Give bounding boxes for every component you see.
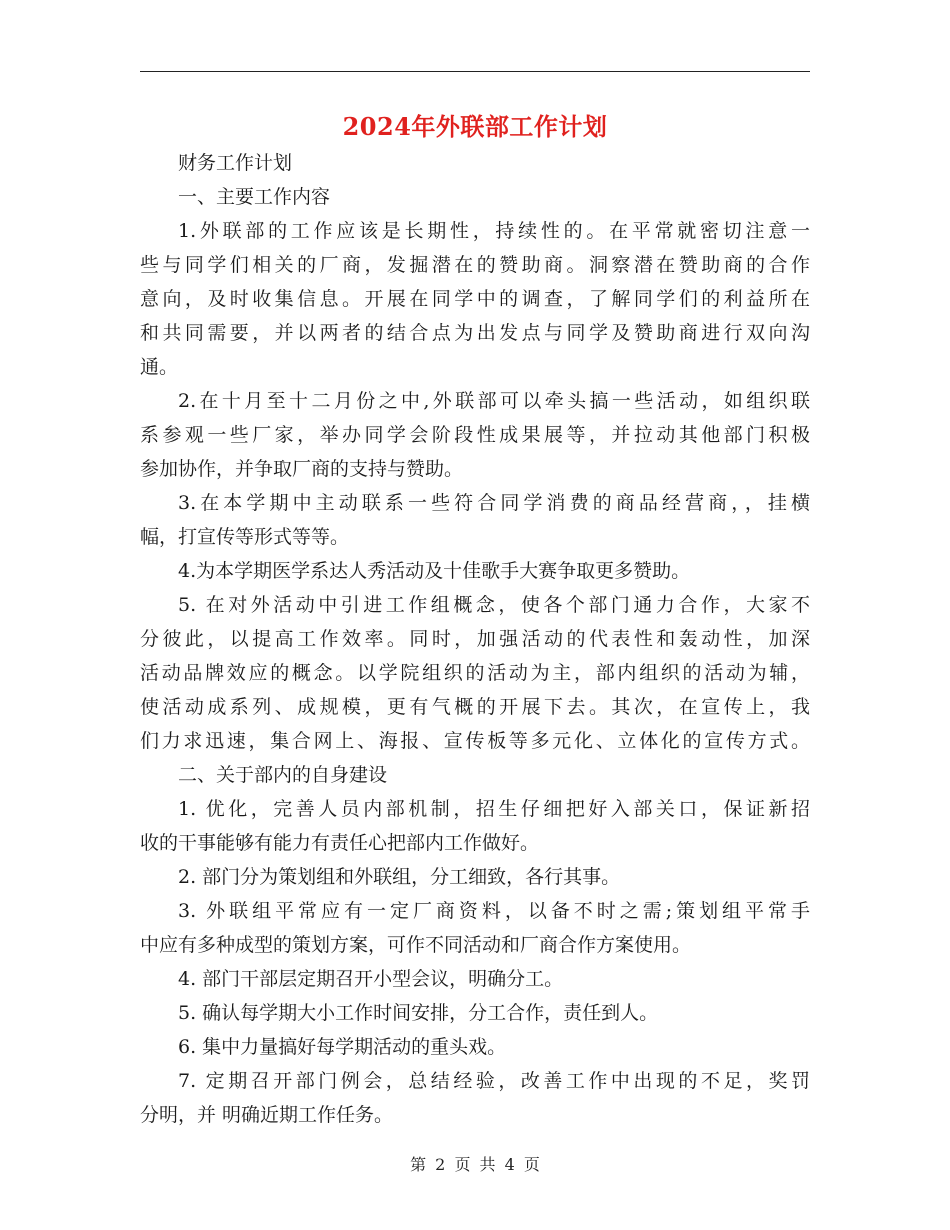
page-footer: 第 2 页 共 4 页: [410, 1155, 540, 1174]
body-line: 3.在本学期中主动联系一些符合同学消费的商品经营商，，挂横: [178, 492, 810, 514]
body-line: 5. 确认每学期大小工作时间安排，分工合作，责任到人。: [178, 1002, 659, 1024]
body-line: 分明，并 明确近期工作任务。: [140, 1104, 394, 1126]
document-title: 2024年外联部工作计划: [342, 112, 608, 141]
body-line: 4. 部门干部层定期召开小型会议，明确分工。: [178, 968, 564, 990]
body-line: 财务工作计划: [178, 152, 293, 174]
body-line: 们力求迅速，集合网上、海报、宣传板等多元化、立体化的宣传方式。: [140, 730, 810, 752]
document-body: [140, 146, 810, 1132]
body-line: 参加协作，并争取厂商的支持与赞助。: [140, 458, 464, 480]
body-line: 2. 部门分为策划组和外联组，分工细致，各行其事。: [178, 866, 621, 888]
body-line: 分彼此，以提高工作效率。同时，加强活动的代表性和轰动性，加深: [140, 628, 810, 650]
body-line: 一、主要工作内容: [178, 186, 331, 208]
body-line: 意向，及时收集信息。开展在同学中的调查，了解同学们的利益所在: [140, 288, 810, 310]
body-line: 幅，打宣传等形式等等。: [140, 526, 350, 548]
body-line: 中应有多种成型的策划方案，可作不同活动和厂商合作方案使用。: [140, 934, 692, 956]
body-line: 通。: [140, 356, 179, 378]
header-rule: [140, 71, 810, 72]
body-line: 1. 优化，完善人员内部机制，招生仔细把好入部关口，保证新招: [178, 798, 810, 820]
body-line: 些与同学们相关的厂商，发掘潜在的赞助商。洞察潜在赞助商的合作: [140, 254, 810, 276]
body-line: 收的干事能够有能力有责任心把部内工作做好。: [140, 832, 540, 854]
body-line: 1.外联部的工作应该是长期性，持续性的。在平常就密切注意一: [178, 220, 810, 242]
body-line: 使活动成系列、成规模，更有气概的开展下去。其次，在宣传上，我: [140, 696, 810, 718]
body-line: 二、关于部内的自身建设: [178, 764, 388, 786]
body-line: 活动品牌效应的概念。以学院组织的活动为主，部内组织的活动为辅，: [140, 662, 810, 684]
body-line: 6. 集中力量搞好每学期活动的重头戏。: [178, 1036, 507, 1058]
body-line: 2.在十月至十二月份之中,外联部可以牵头搞一些活动，如组织联: [178, 390, 810, 412]
body-line: 系参观一些厂家，举办同学会阶段性成果展等，并拉动其他部门积极: [140, 424, 810, 446]
body-line: 和共同需要，并以两者的结合点为出发点与同学及赞助商进行双向沟: [140, 322, 810, 344]
body-line: 7. 定期召开部门例会，总结经验，改善工作中出现的不足，奖罚: [178, 1070, 810, 1092]
body-line: 5. 在对外活动中引进工作组概念，使各个部门通力合作，大家不: [178, 594, 810, 616]
body-line: 4.为本学期医学系达人秀活动及十佳歌手大赛争取更多赞助。: [178, 560, 691, 582]
body-line: 3. 外联组平常应有一定厂商资料，以备不时之需;策划组平常手: [178, 900, 810, 922]
